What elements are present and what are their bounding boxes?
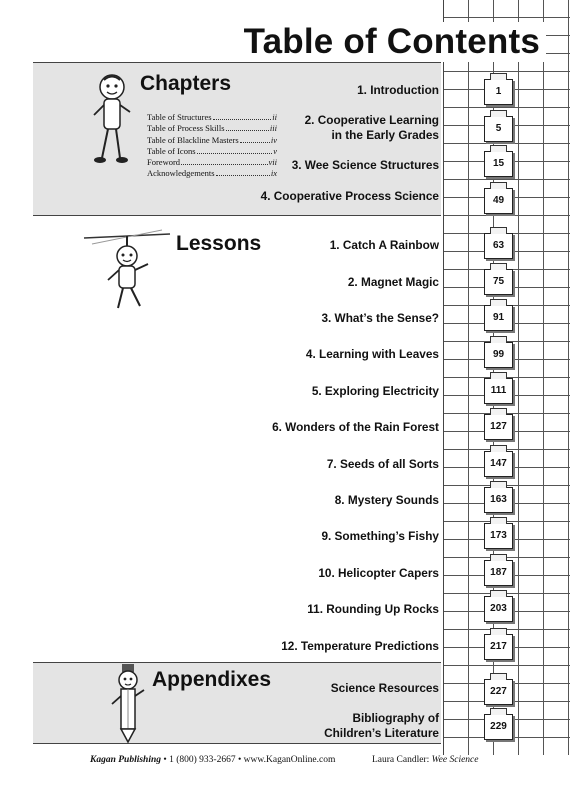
chapter-page-tag: 15 xyxy=(484,151,513,177)
lesson-entry[interactable]: 11. Rounding Up Rocks xyxy=(307,602,439,616)
lesson-entry[interactable]: 9. Something’s Fishy xyxy=(321,529,439,543)
lesson-entry[interactable]: 3. What’s the Sense? xyxy=(321,311,439,325)
front-matter-row xyxy=(147,157,277,168)
appendix-label: Science Resources xyxy=(330,681,439,695)
front-matter-page: ii xyxy=(272,112,277,122)
front-matter-label: Table of Structures xyxy=(147,112,212,122)
appendix-entry[interactable] xyxy=(331,681,439,696)
front-matter-label: Acknowledgements xyxy=(147,168,215,179)
lesson-entry[interactable]: 10. Helicopter Capers xyxy=(318,566,439,580)
front-matter-label: Table of Icons xyxy=(147,145,196,156)
lesson-page-tag: 173 xyxy=(484,523,513,549)
lessons-heading: Lessons xyxy=(176,232,262,255)
footer-book-line xyxy=(372,755,478,765)
chapter-label-line2: in the Early Grades xyxy=(331,128,439,142)
chapter-entry[interactable] xyxy=(305,113,439,143)
chapter-label: 4. Cooperative Process Science xyxy=(260,189,439,203)
lesson-entry[interactable]: 12. Temperature Predictions xyxy=(281,639,439,653)
lesson-entry[interactable]: 2. Magnet Magic xyxy=(347,275,439,289)
front-matter-label: Table of Process Skills xyxy=(147,123,225,134)
front-matter-row xyxy=(147,135,277,146)
chapter-label: 1. Introduction xyxy=(357,83,439,97)
chapter-page-tag: 1 xyxy=(484,79,513,105)
chapter-entry[interactable] xyxy=(292,158,439,173)
lesson-entry[interactable]: 6. Wonders of the Rain Forest xyxy=(272,420,439,434)
appendix-label-line2: Children’s Literature xyxy=(324,726,439,740)
author-name: Laura Candler: xyxy=(372,755,432,765)
appendix-page-tag: 227 xyxy=(484,679,513,705)
lesson-page-tag: 147 xyxy=(484,451,513,477)
front-matter-label: Table of Blackline Masters xyxy=(147,134,239,145)
front-matter-row xyxy=(147,168,277,179)
lesson-page-tag: 99 xyxy=(484,342,513,368)
lesson-page-tag: 63 xyxy=(484,233,513,259)
front-matter-label: Foreword xyxy=(147,157,181,168)
front-matter-page: v xyxy=(273,145,277,156)
pumpkin-kid-illustration xyxy=(92,70,132,175)
chapter-page-tag: 5 xyxy=(484,116,513,142)
chapter-entry[interactable] xyxy=(261,189,439,204)
chapter-page-tag: 49 xyxy=(484,188,513,214)
appendix-page-tag: 229 xyxy=(484,714,513,740)
page-title: Table of Contents xyxy=(238,22,546,62)
chapter-label: 2. Cooperative Learning xyxy=(304,113,439,127)
front-matter-page: iv xyxy=(270,134,277,145)
lesson-entry[interactable]: 8. Mystery Sounds xyxy=(334,493,439,507)
chapter-entry[interactable] xyxy=(357,83,439,98)
appendix-label: Bibliography of xyxy=(352,711,439,725)
lesson-entry[interactable]: 1. Catch A Rainbow xyxy=(329,238,439,252)
lesson-entry[interactable]: 7. Seeds of all Sorts xyxy=(326,457,439,471)
front-matter-row xyxy=(147,112,277,123)
lesson-page-tag: 163 xyxy=(484,487,513,513)
book-title: Wee Science xyxy=(431,755,479,765)
pencil-kid-illustration xyxy=(108,664,148,749)
lesson-page-tag: 75 xyxy=(484,269,513,295)
front-matter-list xyxy=(147,112,277,180)
lesson-entry[interactable]: 5. Exploring Electricity xyxy=(311,384,439,398)
appendix-entry[interactable] xyxy=(324,711,439,741)
footer-publisher-line xyxy=(90,755,335,765)
front-matter-page: iii xyxy=(269,123,277,134)
publisher-name: Kagan Publishing xyxy=(90,755,162,765)
front-matter-page: ix xyxy=(270,168,277,179)
chapter-label: 3. Wee Science Structures xyxy=(291,158,439,172)
lesson-page-tag: 91 xyxy=(484,305,513,331)
helicopter-kid-illustration xyxy=(82,228,172,323)
lesson-page-tag: 203 xyxy=(484,596,513,622)
front-matter-page: vii xyxy=(268,157,277,168)
lesson-page-tag: 217 xyxy=(484,634,513,660)
lesson-entry[interactable]: 4. Learning with Leaves xyxy=(305,347,439,361)
front-matter-row xyxy=(147,123,277,134)
chapters-heading: Chapters xyxy=(140,72,232,95)
front-matter-row xyxy=(147,146,277,157)
lesson-page-tag: 127 xyxy=(484,414,513,440)
publisher-contact: • 1 (800) 933-2667 • www.KaganOnline.com xyxy=(161,755,336,765)
appendixes-heading: Appendixes xyxy=(152,668,272,691)
lesson-page-tag: 187 xyxy=(484,560,513,586)
lesson-page-tag: 111 xyxy=(484,378,513,404)
